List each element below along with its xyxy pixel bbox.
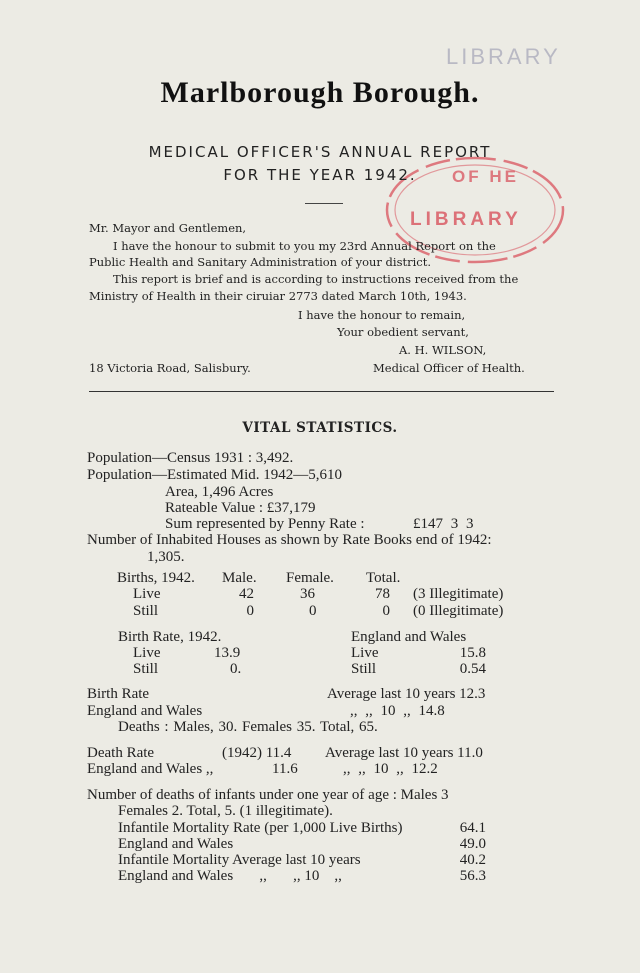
penny-rate-label: Sum represented by Penny Rate : [165,516,365,532]
birth-rate-ew-live-value: 15.8 [459,645,486,661]
comparison-birth-rate-avg: Average last 10 years 12.3 [327,686,486,702]
title-divider [305,203,343,204]
births-still-male: 0 [246,603,254,619]
comparison-ew-avg: ,, ,, 10 ,, 14.8 [350,703,445,719]
population-census: Population—Census 1931 : 3,492. [87,450,294,466]
infant-row-label: Infantile Mortality Rate (per 1,000 Live Births) [118,820,403,836]
letter-p2a: This report is brief and is according to instructions received from the [113,272,519,286]
births-still-label: Still [133,603,159,619]
library-stamp-arc: OF HE [452,167,519,186]
births-live-female: 36 [300,586,315,602]
births-live-total: 78 [375,586,390,602]
death-rate-value: (1942) 11.4 [222,745,292,761]
infant-row-label: Infantile Mortality Average last 10 years [118,852,361,868]
births-header-label: Births, 1942. [117,570,195,586]
birth-rate-live-value: 13.9 [214,645,241,661]
birth-rate-live-label: Live [133,645,161,661]
letter-close1: I have the honour to remain, [298,308,466,322]
infant-deaths-line2: Females 2. Total, 5. (1 illegitimate). [118,803,333,819]
letter-p1b: Public Health and Sanitary Administration of your district. [89,255,432,269]
birth-rate-ew-heading: England and Wales [351,629,467,645]
infant-row-label: England and Wales ,, ,, 10 ,, [118,868,342,884]
comparison-birth-rate-label: Birth Rate [87,686,150,702]
births-live-label: Live [133,586,161,602]
borough-title: Marlborough Borough. [160,76,480,109]
births-still-total: 0 [382,603,390,619]
section-rule [89,391,554,392]
inhabited-houses: Number of Inhabited Houses as shown by Rate Books end of 1942: [87,532,492,548]
address: 18 Victoria Road, Salisbury. [89,361,251,375]
births-live-male: 42 [239,586,254,602]
rateable-value: Rateable Value : £37,179 [165,500,316,516]
salutation: Mr. Mayor and Gentlemen, [89,221,247,235]
birth-rate-still-label: Still [133,661,159,677]
infant-row-label: England and Wales [118,836,234,852]
infant-row-value: 64.1 [459,820,486,836]
population-estimated: Population—Estimated Mid. 1942—5,610 [87,467,342,483]
birth-rate-still-value: 0. [230,661,242,677]
deaths-summary: Deaths : Males, 30. Females 35. Total, 65. [118,719,378,735]
birth-rate-ew-still-value: 0.54 [459,661,486,677]
births-still-note: (0 Illegitimate) [413,603,504,619]
births-still-female: 0 [309,603,317,619]
infant-row-value: 56.3 [459,868,486,884]
inhabited-houses-value: 1,305. [147,549,185,565]
infant-deaths-line1: Number of deaths of infants under one year of age : Males 3 [87,787,449,803]
vital-statistics-heading: VITAL STATISTICS. [242,420,398,436]
births-header-total: Total. [366,570,401,586]
births-header-female: Female. [286,570,334,586]
letter-p2b: Ministry of Health in their ciruiar 2773 dated March 10th, 1943. [89,289,467,303]
death-rate-ew-avg: ,, ,, 10 ,, 12.2 [343,761,438,777]
births-live-note: (3 Illegitimate) [413,586,504,602]
death-rate-ew-value: 11.6 [272,761,298,777]
letter-close2: Your obedient servant, [337,325,469,339]
library-stamp-top: LIBRARY [446,44,561,69]
report-title-line1: MEDICAL OFFICER'S ANNUAL REPORT [148,143,492,161]
library-stamp-text: LIBRARY [410,209,522,230]
role: Medical Officer of Health. [373,361,525,375]
infant-row-value: 40.2 [459,852,486,868]
birth-rate-heading: Birth Rate, 1942. [118,629,222,645]
signatory: A. H. WILSON, [399,343,487,357]
infant-row-value: 49.0 [459,836,486,852]
report-title-line2: FOR THE YEAR 1942. [223,166,417,184]
death-rate-ew-label: England and Wales ,, [87,761,214,777]
penny-rate-value: £147 3 3 [413,516,474,532]
area: Area, 1,496 Acres [165,484,274,500]
births-header-male: Male. [222,570,257,586]
death-rate-avg: Average last 10 years 11.0 [325,745,483,761]
letter-p1a: I have the honour to submit to you my 23rd Annual Report on the [113,239,496,253]
death-rate-label: Death Rate [87,745,155,761]
birth-rate-ew-still-label: Still [351,661,377,677]
comparison-ew-label: England and Wales [87,703,203,719]
birth-rate-ew-live-label: Live [351,645,379,661]
